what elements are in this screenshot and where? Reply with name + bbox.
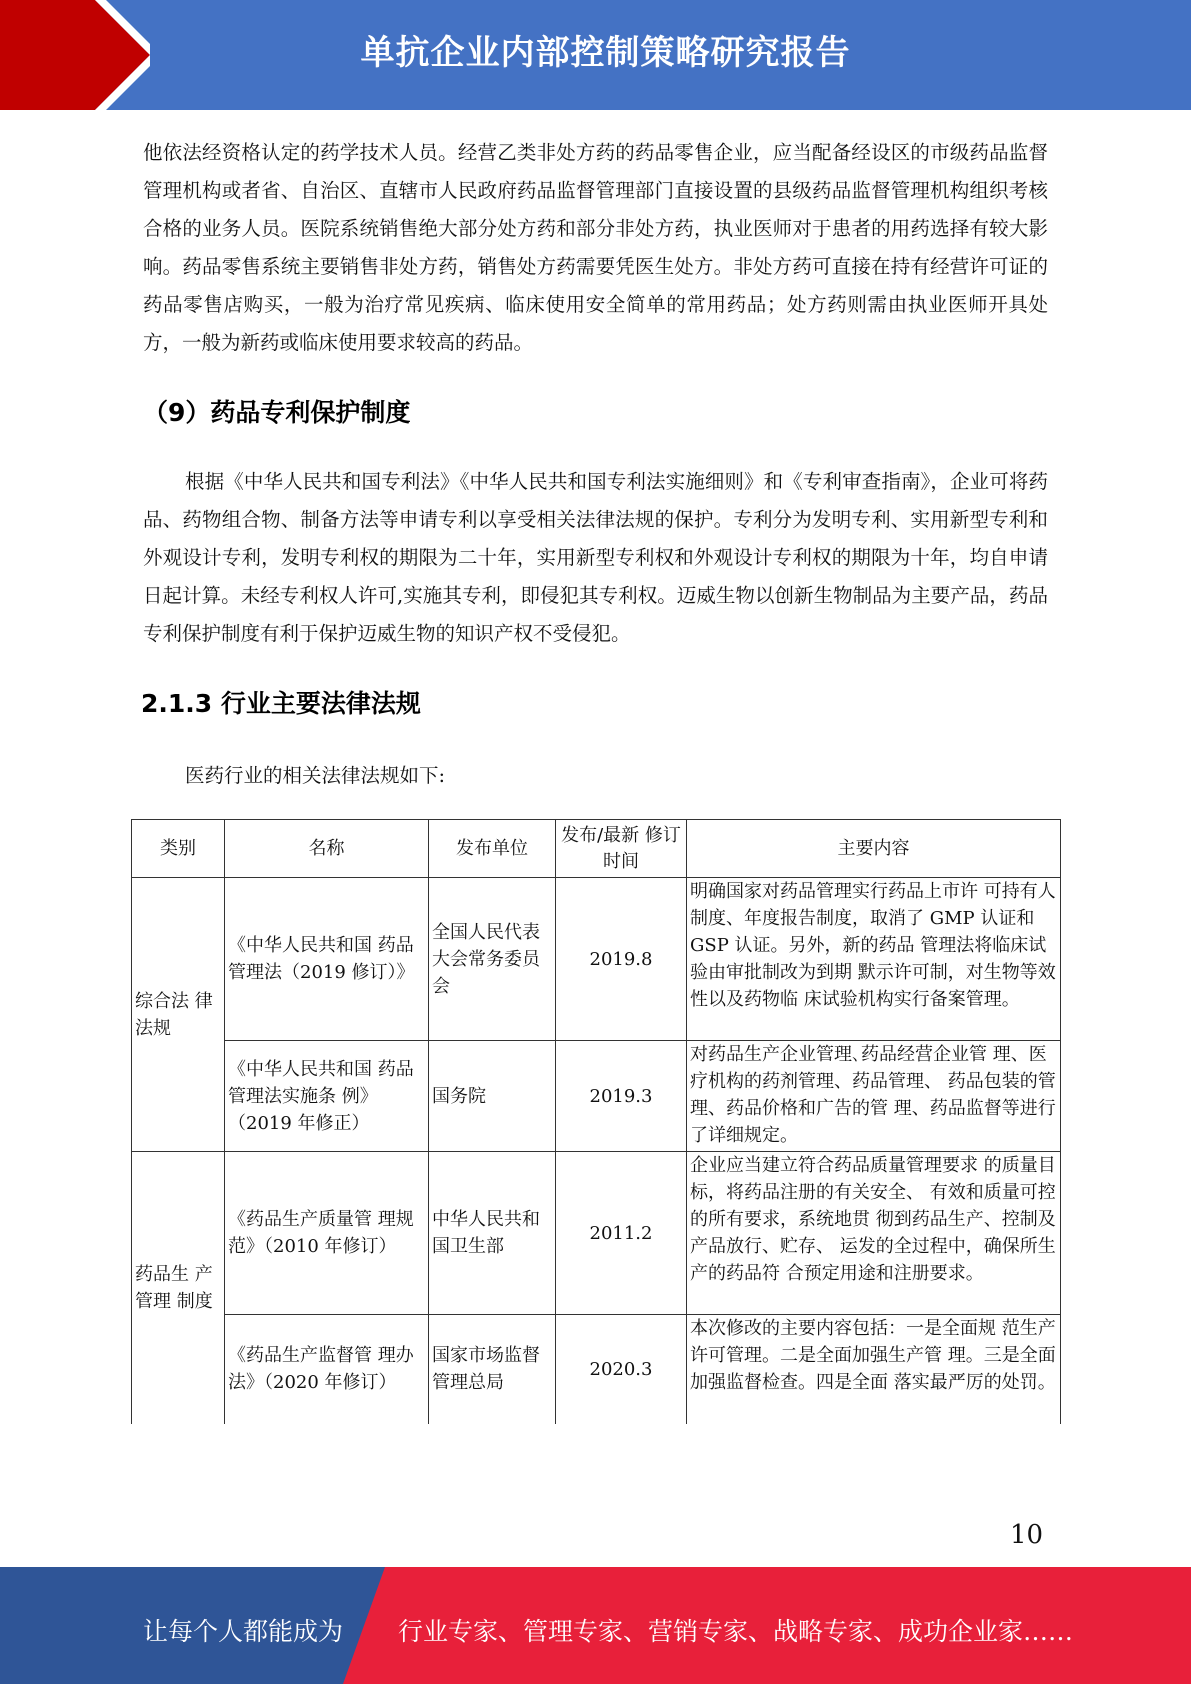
content-cell: 本次修改的主要内容包括：一是全面规 范生产许可管理。二是全面加强生产管 理。三是全面加强监督检查。四是全面 落实最严厉的处罚。: [687, 1315, 1061, 1424]
section-heading-2-1-3: 2.1.3 行业主要法律法规: [141, 689, 421, 718]
page-number: 10: [1010, 1520, 1044, 1550]
regulation-name-cell: 《药品生产监督管 理办法》（2020 年修订）: [225, 1315, 429, 1424]
table-header-row: [132, 820, 1061, 878]
table-row: [132, 1041, 1061, 1152]
regulation-name-cell: 《中华人民共和国 药品管理法实施条 例》（2019 年修正）: [225, 1041, 429, 1152]
page-header: [0, 0, 1191, 110]
issuer-cell: 全国人民代表大会常务委员会: [429, 878, 556, 1041]
table-row: [132, 1152, 1061, 1315]
column-header-content: 主要内容: [687, 820, 1061, 878]
issuer-cell: 中华人民共和国卫生部: [429, 1152, 556, 1315]
body-paragraph-3: 医药行业的相关法律法规如下:: [185, 764, 446, 787]
content-cell: 企业应当建立符合药品质量管理要求 的质量目标，将药品注册的有关安全、 有效和质量可控的所有要求，系统地贯 彻到药品生产、控制及产品放行、贮存、 运发的全过程中，确保所生产的药品符 合预定用途和注册要求。: [687, 1152, 1061, 1315]
category-cell: 综合法 律法规: [132, 878, 225, 1152]
column-header-name: 名称: [225, 820, 429, 878]
issuer-cell: 国务院: [429, 1041, 556, 1152]
regulation-name-cell: 《中华人民共和国 药品管理法（2019 修订）》: [225, 878, 429, 1041]
category-cell: 药品生 产管理 制度: [132, 1152, 225, 1424]
footer-slogan-right: 行业专家、管理专家、营销专家、战略专家、成功企业家……: [398, 1617, 1074, 1646]
column-header-category: 类别: [132, 820, 225, 878]
report-title: 单抗企业内部控制策略研究报告: [360, 33, 851, 73]
column-header-issuer: 发布单位: [429, 820, 556, 878]
date-cell: 2020.3: [556, 1315, 687, 1424]
content-cell: 明确国家对药品管理实行药品上市许 可持有人制度、年度报告制度，取消了 GMP 认证和 GSP 认证。另外，新的药品 管理法将临床试验由审批制改为到期 默示许可制，对生物等效性以及药物临 床试验机构实行备案管理。: [687, 878, 1061, 1041]
body-paragraph-2: 根据《中华人民共和国专利法》《中华人民共和国专利法实施细则》和《专利审查指南》，企业可将药品、药物组合物、制备方法等申请专利以享受相关法律法规的保护。专利分为发明专利、实用新型专利和外观设计专利，发明专利权的期限为二十年，实用新型专利权和外观设计专利权的期限为十年，均自申请日起计算。未经专利权人许可,实施其专利，即侵犯其专利权。迈威生物以创新生物制品为主要产品，药品专利保护制度有利于保护迈威生物的知识产权不受侵犯。: [143, 470, 1048, 645]
regulation-name-cell: 《药品生产质量管 理规范》（2010 年修订）: [225, 1152, 429, 1315]
issuer-cell: 国家市场监督管理总局: [429, 1315, 556, 1424]
table-row: [132, 1315, 1061, 1424]
column-header-date: 发布/最新 修订时间: [556, 820, 687, 878]
date-cell: 2011.2: [556, 1152, 687, 1315]
date-cell: 2019.3: [556, 1041, 687, 1152]
table-row: [132, 878, 1061, 1041]
regulations-table: [131, 819, 1061, 1424]
date-cell: 2019.8: [556, 878, 687, 1041]
content-cell: 对药品生产企业管理､药品经营企业管 理、医疗机构的药剂管理、药品管理、 药品包装的管理、药品价格和广告的管 理、药品监督等进行了详细规定。: [687, 1041, 1061, 1152]
body-paragraph-1: 他依法经资格认定的药学技术人员。经营乙类非处方药的药品零售企业，应当配备经设区的市级药品监督管理机构或者省、自治区、直辖市人民政府药品监督管理部门直接设置的县级药品监督管理机构组织考核合格的业务人员。医院系统销售绝大部分处方药和部分非处方药，执业医师对于患者的用药选择有较大影响。药品零售系统主要销售非处方药，销售处方药需要凭医生处方。非处方药可直接在持有经营许可证的药品零售店购买，一般为治疗常见疾病、临床使用安全简单的常用药品；处方药则需由执业医师开具处方，一般为新药或临床使用要求较高的药品。: [143, 141, 1048, 354]
section-heading-9: （9）药品专利保护制度: [143, 398, 411, 427]
footer-slogan-left: 让每个人都能成为: [143, 1617, 344, 1646]
